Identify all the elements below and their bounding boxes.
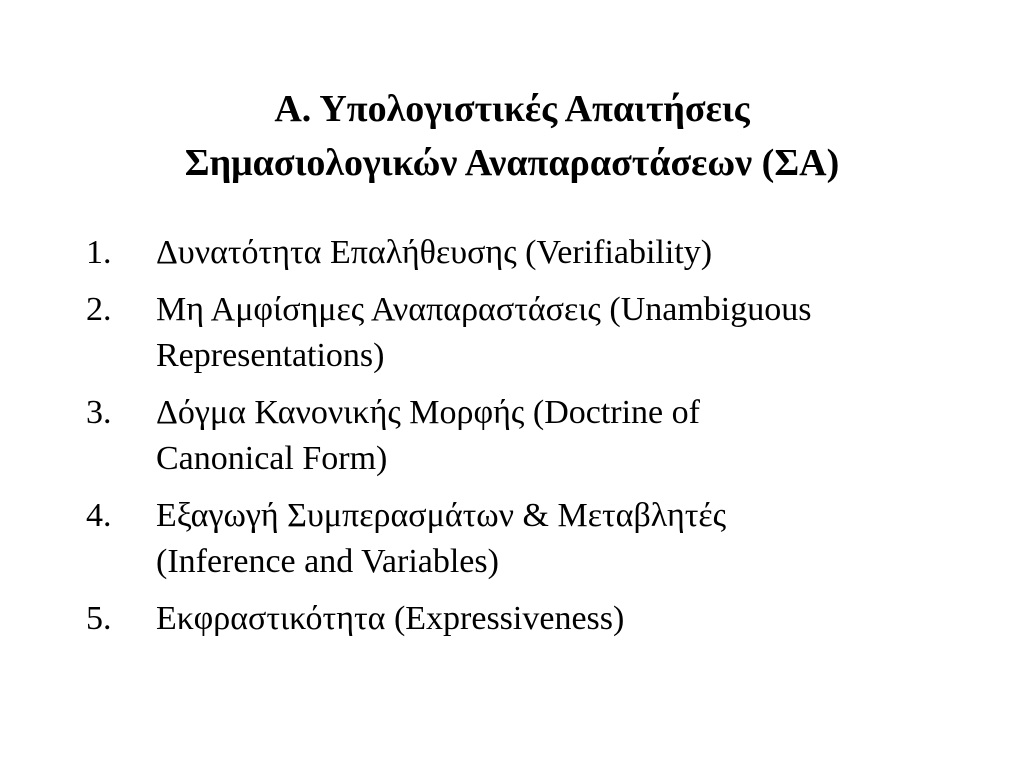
item-text: Μη Αμφίσημες Αναπαραστάσεις (Unambiguous [156, 291, 812, 328]
item-text: Δόγμα Κανονικής Μορφής (Doctrine of [156, 394, 700, 431]
list-item [86, 287, 966, 379]
list-item [86, 493, 966, 585]
item-text: Δυνατότητα Επαλήθευσης (Verifiability) [156, 234, 713, 271]
list-item [86, 230, 966, 276]
item-text: Εξαγωγή Συμπερασμάτων & Μεταβλητές [156, 497, 727, 534]
item-number: 2. [86, 291, 112, 328]
slide-title [0, 82, 1024, 190]
list-item [86, 390, 966, 482]
list-item [86, 596, 966, 642]
item-text-continued: Canonical Form) [156, 440, 388, 477]
item-number: 3. [86, 394, 112, 431]
item-text-continued: Representations) [156, 337, 385, 374]
item-number: 1. [86, 234, 112, 271]
title-line-2: Σημασιολογικών Αναπαραστάσεων (ΣΑ) [184, 142, 840, 184]
item-text: Εκφραστικότητα (Expressiveness) [156, 600, 625, 637]
item-number: 5. [86, 600, 112, 637]
title-line-1: Α. Υπολογιστικές Απαιτήσεις [274, 88, 750, 130]
requirements-list [86, 230, 966, 653]
item-number: 4. [86, 497, 112, 534]
item-text-continued: (Inference and Variables) [156, 543, 499, 580]
